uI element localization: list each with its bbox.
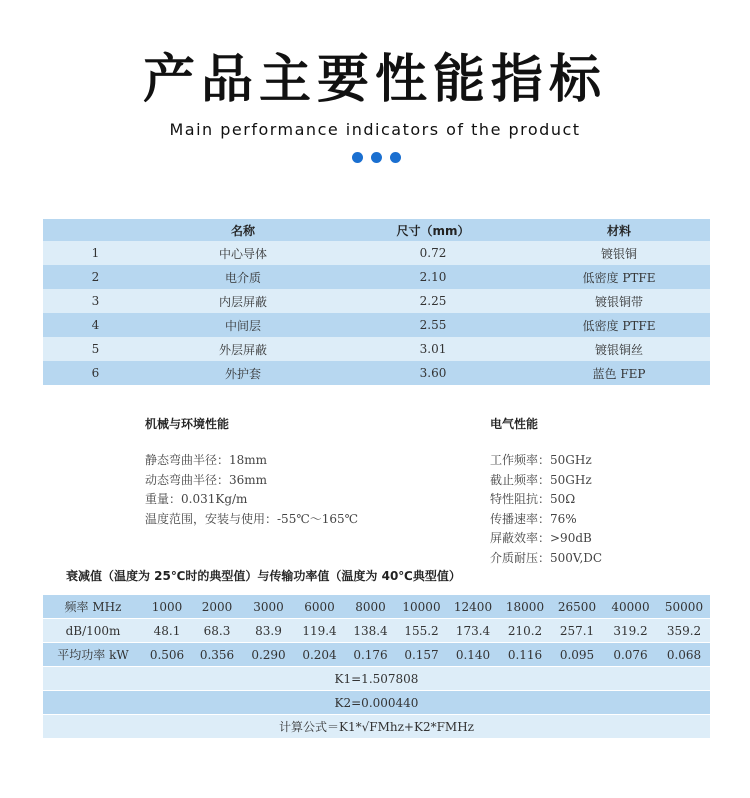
row-index: 5 bbox=[43, 337, 148, 361]
row-label: dB/100m bbox=[43, 619, 143, 643]
row-material: 蓝色 FEP bbox=[528, 361, 710, 385]
table-cell: 68.3 bbox=[191, 619, 243, 643]
list-item: 屏蔽效率：>90dB bbox=[490, 531, 592, 545]
row-size: 3.60 bbox=[338, 361, 528, 385]
row-size: 2.55 bbox=[338, 313, 528, 337]
row-material: 低密度 PTFE bbox=[528, 313, 710, 337]
k1-row bbox=[43, 667, 710, 691]
table-row bbox=[43, 265, 710, 289]
row-material: 镀银铜带 bbox=[528, 289, 710, 313]
table-cell: 40000 bbox=[603, 595, 658, 619]
table-cell: 155.2 bbox=[396, 619, 447, 643]
table-cell: 0.204 bbox=[294, 643, 345, 667]
table-cell: 10000 bbox=[396, 595, 447, 619]
table-cell: 0.176 bbox=[345, 643, 396, 667]
row-size: 3.01 bbox=[338, 337, 528, 361]
table-cell: 48.1 bbox=[143, 619, 191, 643]
frequency-row bbox=[43, 595, 710, 619]
table-cell: 0.068 bbox=[658, 643, 710, 667]
list-item: 介质耐压：500V,DC bbox=[490, 550, 603, 565]
list-item: 重量：0.031Kg/m bbox=[145, 492, 248, 506]
table-cell: 173.4 bbox=[447, 619, 499, 643]
table-cell: 0.506 bbox=[143, 643, 191, 667]
table-row bbox=[43, 289, 710, 313]
table-cell: 0.076 bbox=[603, 643, 658, 667]
power-row bbox=[43, 643, 710, 667]
row-index: 1 bbox=[43, 241, 148, 265]
table-cell: 0.095 bbox=[551, 643, 603, 667]
table-row bbox=[43, 241, 710, 265]
header-cell-index bbox=[43, 219, 148, 241]
table-header-row bbox=[43, 219, 710, 241]
attenuation-row bbox=[43, 619, 710, 643]
list-item: 静态弯曲半径：18mm bbox=[145, 453, 268, 467]
list-item: 截止频率：50GHz bbox=[490, 472, 592, 487]
attenuation-table bbox=[43, 595, 710, 739]
k2-value: K2=0.000440 bbox=[43, 691, 710, 715]
table-cell: 3000 bbox=[243, 595, 294, 619]
row-material: 镀银铜丝 bbox=[528, 337, 710, 361]
header-cell-material: 材料 bbox=[528, 219, 710, 241]
k2-row bbox=[43, 691, 710, 715]
table-cell: 0.116 bbox=[499, 643, 551, 667]
row-size: 2.25 bbox=[338, 289, 528, 313]
page-title: 产品主要性能指标 bbox=[142, 50, 607, 110]
page-subtitle: Main performance indicators of the product bbox=[169, 120, 581, 139]
materials-table bbox=[43, 219, 710, 385]
row-label: 频率 MHz bbox=[43, 595, 143, 619]
row-index: 4 bbox=[43, 313, 148, 337]
row-size: 0.72 bbox=[338, 241, 528, 265]
table-cell: 359.2 bbox=[658, 619, 710, 643]
table-cell: 210.2 bbox=[499, 619, 551, 643]
electrical-heading: 电气性能 bbox=[490, 417, 539, 431]
header-cell-name: 名称 bbox=[148, 219, 338, 241]
dot-icon bbox=[390, 152, 401, 163]
header-cell-size: 尺寸（mm） bbox=[338, 219, 528, 241]
row-name: 外层屏蔽 bbox=[148, 337, 338, 361]
formula-text: 计算公式＝K1*√FMhz+K2*FMHz bbox=[43, 715, 710, 739]
dot-icon bbox=[371, 152, 382, 163]
table-cell: 1000 bbox=[143, 595, 191, 619]
table-cell: 83.9 bbox=[243, 619, 294, 643]
row-name: 电介质 bbox=[148, 265, 338, 289]
table-cell: 6000 bbox=[294, 595, 345, 619]
list-item: 动态弯曲半径：36mm bbox=[145, 472, 268, 487]
table-cell: 0.157 bbox=[396, 643, 447, 667]
row-index: 2 bbox=[43, 265, 148, 289]
table-cell: 26500 bbox=[551, 595, 603, 619]
table-cell: 50000 bbox=[658, 595, 710, 619]
table-cell: 0.290 bbox=[243, 643, 294, 667]
list-item: 工作频率：50GHz bbox=[490, 453, 592, 467]
list-item: 温度范围，安装与使用：-55℃～165℃ bbox=[145, 511, 359, 526]
row-size: 2.10 bbox=[338, 265, 528, 289]
row-name: 外护套 bbox=[148, 361, 338, 385]
k1-value: K1=1.507808 bbox=[43, 667, 710, 691]
table-cell: 12400 bbox=[447, 595, 499, 619]
decorative-dots bbox=[352, 152, 401, 163]
row-name: 中间层 bbox=[148, 313, 338, 337]
dot-icon bbox=[352, 152, 363, 163]
row-material: 镀银铜 bbox=[528, 241, 710, 265]
row-index: 6 bbox=[43, 361, 148, 385]
table-row bbox=[43, 337, 710, 361]
table-cell: 138.4 bbox=[345, 619, 396, 643]
list-item: 传播速率：76% bbox=[490, 511, 577, 526]
table-cell: 2000 bbox=[191, 595, 243, 619]
formula-row bbox=[43, 715, 710, 739]
mechanical-heading: 机械与环境性能 bbox=[145, 417, 230, 431]
table-cell: 0.356 bbox=[191, 643, 243, 667]
table-row bbox=[43, 313, 710, 337]
row-name: 内层屏蔽 bbox=[148, 289, 338, 313]
table-cell: 319.2 bbox=[603, 619, 658, 643]
row-name: 中心导体 bbox=[148, 241, 338, 265]
electrical-list bbox=[490, 451, 602, 568]
list-item: 特性阻抗：50Ω bbox=[490, 492, 576, 506]
row-index: 3 bbox=[43, 289, 148, 313]
row-material: 低密度 PTFE bbox=[528, 265, 710, 289]
table-cell: 119.4 bbox=[294, 619, 345, 643]
table-cell: 257.1 bbox=[551, 619, 603, 643]
row-label: 平均功率 kW bbox=[43, 643, 143, 667]
attenuation-title: 衰减值（温度为 25℃时的典型值）与传输功率值（温度为 40℃典型值） bbox=[66, 569, 461, 583]
table-cell: 0.140 bbox=[447, 643, 499, 667]
table-cell: 18000 bbox=[499, 595, 551, 619]
table-cell: 8000 bbox=[345, 595, 396, 619]
mechanical-list bbox=[145, 451, 358, 529]
table-row bbox=[43, 361, 710, 385]
